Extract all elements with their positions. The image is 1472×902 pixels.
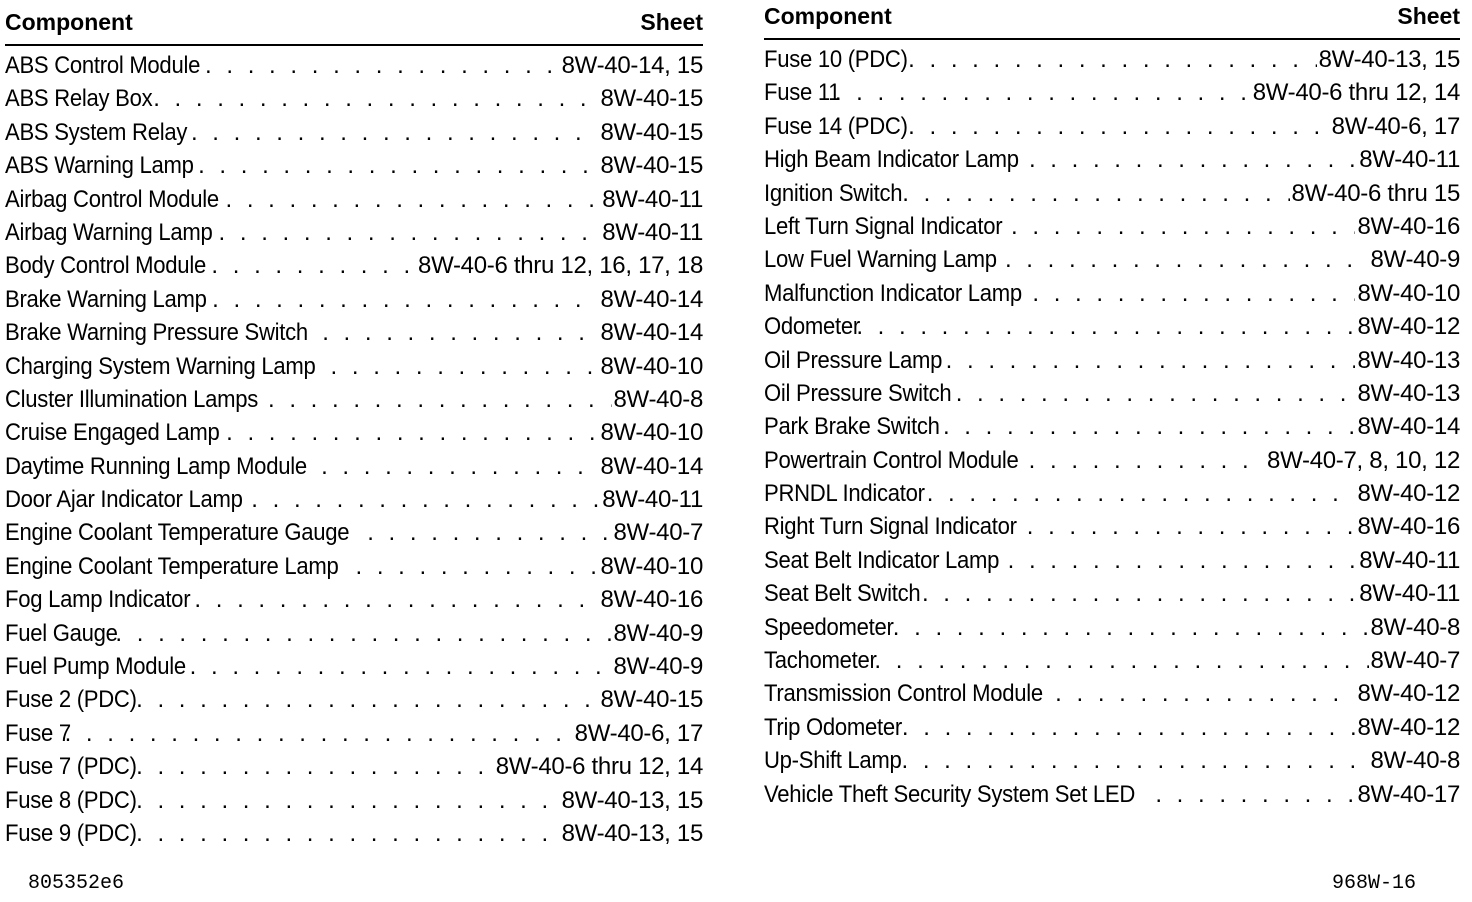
component-name: Vehicle Theft Security System Set LED: [764, 780, 1136, 808]
component-heading: Component: [764, 3, 892, 29]
sheet-reference: 8W-40-17: [1357, 780, 1460, 808]
index-row: [5, 787, 703, 820]
right-column-header: [764, 0, 1460, 40]
sheet-reference: 8W-40-14, 15: [561, 52, 703, 79]
sheet-reference: 8W-40-13: [1357, 346, 1460, 374]
dot-leader: [219, 219, 601, 247]
component-name: Right Turn Signal Indicator: [764, 513, 1017, 541]
component-name: Fuse 10 (PDC): [764, 46, 908, 73]
index-row: [5, 519, 703, 552]
dot-leader: [226, 419, 598, 447]
index-row: [764, 46, 1460, 79]
index-row: [764, 714, 1460, 747]
sheet-reference: 8W-40-6 thru 12, 14: [495, 753, 703, 781]
sheet-reference: 8W-40-12: [1357, 680, 1460, 708]
sheet-reference: 8W-40-11: [1359, 546, 1460, 574]
index-row: [5, 186, 703, 219]
sheet-reference: 8W-40-11: [602, 486, 703, 514]
sheet-reference: 8W-40-13: [1357, 379, 1460, 407]
sheet-reference: 8W-40-15: [600, 85, 703, 113]
sheet-reference: 8W-40-10: [600, 352, 703, 380]
dot-leader: [251, 486, 600, 514]
dot-leader: [191, 119, 599, 147]
index-row: [5, 85, 703, 118]
dot-leader: [1055, 680, 1355, 708]
component-name: Speedometer: [764, 613, 894, 641]
dot-leader: [902, 180, 1289, 208]
index-row: [5, 286, 703, 319]
index-row: [5, 753, 703, 786]
dot-leader: [65, 720, 573, 748]
component-name: Fuse 8 (PDC): [5, 786, 137, 814]
sheet-reference: 8W-40-10: [600, 419, 703, 447]
dot-leader: [322, 319, 598, 347]
left-column-header: [5, 0, 703, 46]
sheet-reference: 8W-40-11: [1359, 146, 1460, 174]
index-row: [764, 647, 1460, 680]
sheet-reference: 8W-40-8: [1370, 747, 1460, 775]
index-row: [764, 113, 1460, 146]
dot-leader: [1155, 781, 1355, 809]
dot-leader: [1029, 146, 1357, 174]
component-name: Brake Warning Pressure Switch: [5, 319, 308, 347]
component-name: Body Control Module: [5, 252, 206, 280]
sheet-reference: 8W-40-14: [600, 319, 703, 347]
dot-leader: [212, 286, 598, 314]
component-name: Fuse 7 (PDC): [5, 753, 137, 781]
dot-leader: [211, 252, 416, 280]
component-name: Airbag Warning Lamp: [5, 218, 213, 246]
sheet-reference: 8W-40-8: [613, 385, 703, 413]
sheet-reference: 8W-40-14: [1357, 413, 1460, 441]
component-name: Fuse 7: [5, 719, 71, 747]
sheet-heading: Sheet: [1397, 3, 1460, 29]
component-name: PRNDL Indicator: [764, 480, 925, 508]
dot-leader: [835, 79, 1251, 107]
index-row: [764, 513, 1460, 546]
component-name: Trip Odometer: [764, 713, 902, 741]
dot-leader: [1011, 213, 1355, 241]
dot-leader: [268, 386, 612, 414]
sheet-reference: 8W-40-12: [1357, 713, 1460, 741]
sheet-reference: 8W-40-12: [1357, 313, 1460, 341]
index-row: [764, 413, 1460, 446]
component-name: Park Brake Switch: [764, 413, 940, 441]
component-name: Oil Pressure Lamp: [764, 346, 943, 374]
dot-leader: [194, 586, 598, 614]
sheet-reference: 8W-40-6 thru 15: [1291, 179, 1460, 207]
dot-leader: [946, 347, 1356, 375]
component-name: Oil Pressure Switch: [764, 379, 952, 407]
dot-leader: [874, 647, 1368, 675]
sheet-reference: 8W-40-14: [600, 285, 703, 313]
sheet-reference: 8W-40-9: [613, 653, 703, 681]
sheet-reference: 8W-40-15: [600, 118, 703, 146]
dot-leader: [136, 686, 598, 714]
index-row: [5, 152, 703, 185]
component-name: Airbag Control Module: [5, 185, 219, 213]
index-row: [5, 319, 703, 352]
component-name: Daytime Running Lamp Module: [5, 452, 307, 480]
footer-left-code: 805352e6: [28, 872, 125, 895]
dot-leader: [1029, 447, 1265, 475]
index-row: [764, 79, 1460, 112]
dot-leader: [136, 820, 560, 848]
sheet-reference: 8W-40-10: [1357, 279, 1460, 307]
dot-leader: [927, 480, 1356, 508]
sheet-reference: 8W-40-8: [1370, 613, 1460, 641]
index-row: [764, 213, 1460, 246]
sheet-reference: 8W-40-11: [602, 185, 703, 213]
component-name: High Beam Indicator Lamp: [764, 146, 1019, 174]
component-name: Powertrain Control Module: [764, 446, 1019, 474]
component-name: Fuel Pump Module: [5, 653, 186, 681]
dot-leader: [902, 714, 1356, 742]
component-name: Odometer: [764, 313, 860, 341]
component-name: Seat Belt Indicator Lamp: [764, 546, 1000, 574]
component-name: Cluster Illumination Lamps: [5, 385, 258, 413]
index-row: [5, 686, 703, 719]
sheet-reference: 8W-40-15: [600, 686, 703, 714]
component-name: Transmission Control Module: [764, 680, 1043, 708]
component-name: Fuse 2 (PDC): [5, 686, 137, 714]
dot-leader: [153, 85, 598, 113]
component-name: Fuel Gauge: [5, 619, 118, 647]
dot-leader: [1027, 513, 1356, 541]
index-row: [5, 720, 703, 753]
sheet-reference: 8W-40-16: [1357, 513, 1460, 541]
index-row: [764, 680, 1460, 713]
component-name: Fuse 14 (PDC): [764, 112, 908, 140]
sheet-reference: 8W-40-11: [602, 218, 703, 246]
component-name: Cruise Engaged Lamp: [5, 419, 220, 447]
sheet-reference: 8W-40-6 thru 12, 16, 17, 18: [418, 252, 703, 280]
component-name: Malfunction Indicator Lamp: [764, 279, 1022, 307]
component-name: Ignition Switch: [764, 179, 903, 207]
left-row-list: [5, 52, 703, 853]
index-row: [5, 553, 703, 586]
sheet-reference: 8W-40-14: [600, 452, 703, 480]
dot-leader: [136, 753, 494, 781]
left-column: [5, 0, 703, 853]
dot-leader: [943, 413, 1355, 441]
dot-leader: [922, 580, 1357, 608]
component-name: Fog Lamp Indicator: [5, 586, 191, 614]
dot-leader: [908, 46, 1316, 74]
index-row: [5, 653, 703, 686]
component-name: Door Ajar Indicator Lamp: [5, 486, 243, 514]
index-row: [764, 747, 1460, 780]
index-row: [764, 180, 1460, 213]
sheet-heading: Sheet: [640, 9, 703, 35]
sheet-reference: 8W-40-7: [613, 519, 703, 547]
component-name: Up-Shift Lamp: [764, 747, 902, 775]
component-name: Engine Coolant Temperature Lamp: [5, 552, 339, 580]
index-row: [764, 547, 1460, 580]
sheet-reference: 8W-40-6, 17: [1331, 112, 1460, 140]
dot-leader: [893, 614, 1369, 642]
component-name: Fuse 9 (PDC): [5, 819, 137, 847]
dot-leader: [1032, 280, 1355, 308]
index-row: [764, 614, 1460, 647]
index-row: [764, 347, 1460, 380]
dot-leader: [115, 620, 611, 648]
index-row: [5, 586, 703, 619]
dot-leader: [1008, 547, 1358, 575]
component-name: Fuse 11: [764, 79, 841, 107]
dot-leader: [902, 747, 1369, 775]
index-row: [5, 486, 703, 519]
component-name: ABS Relay Box: [5, 85, 153, 113]
component-name: ABS Warning Lamp: [5, 152, 194, 180]
component-name: Low Fuel Warning Lamp: [764, 246, 997, 274]
sheet-reference: 8W-40-16: [1357, 212, 1460, 240]
index-row: [5, 219, 703, 252]
dot-leader: [321, 453, 598, 481]
index-row: [5, 119, 703, 152]
index-row: [764, 313, 1460, 346]
sheet-reference: 8W-40-6, 17: [574, 719, 703, 747]
index-row: [764, 480, 1460, 513]
index-row: [5, 620, 703, 653]
sheet-reference: 8W-40-11: [1359, 580, 1460, 608]
index-row: [764, 447, 1460, 480]
component-name: ABS Control Module: [5, 52, 201, 79]
index-row: [764, 781, 1460, 814]
dot-leader: [956, 380, 1356, 408]
index-row: [5, 820, 703, 853]
component-name: Engine Coolant Temperature Gauge: [5, 519, 350, 547]
sheet-reference: 8W-40-9: [613, 619, 703, 647]
index-row: [764, 146, 1460, 179]
index-row: [764, 580, 1460, 613]
sheet-reference: 8W-40-12: [1357, 480, 1460, 508]
component-name: Brake Warning Lamp: [5, 285, 207, 313]
sheet-reference: 8W-40-13, 15: [561, 786, 703, 814]
component-name: Charging System Warning Lamp: [5, 352, 316, 380]
index-row: [5, 386, 703, 419]
index-row: [764, 280, 1460, 313]
dot-leader: [205, 52, 560, 80]
right-row-list: [764, 46, 1460, 814]
footer-right-code: 968W-16: [1332, 872, 1417, 895]
dot-leader: [331, 353, 599, 381]
dot-leader: [1005, 246, 1369, 274]
index-row: [5, 419, 703, 452]
sheet-reference: 8W-40-6 thru 12, 14: [1252, 79, 1460, 107]
component-name: Left Turn Signal Indicator: [764, 212, 1003, 240]
dot-leader: [198, 152, 598, 180]
dot-leader: [856, 313, 1355, 341]
dot-leader: [356, 553, 599, 581]
sheet-reference: 8W-40-13, 15: [1318, 46, 1460, 73]
component-name: Seat Belt Switch: [764, 580, 921, 608]
sheet-reference: 8W-40-16: [600, 586, 703, 614]
sheet-reference: 8W-40-13, 15: [561, 819, 703, 847]
dot-leader: [136, 787, 560, 815]
dot-leader: [367, 519, 611, 547]
index-row: [764, 380, 1460, 413]
index-row: [5, 353, 703, 386]
sheet-reference: 8W-40-7: [1370, 647, 1460, 675]
component-name: ABS System Relay: [5, 118, 188, 146]
sheet-reference: 8W-40-15: [600, 152, 703, 180]
right-column: [764, 0, 1460, 814]
dot-leader: [226, 186, 601, 214]
dot-leader: [908, 113, 1330, 141]
sheet-reference: 8W-40-7, 8, 10, 12: [1267, 446, 1460, 474]
index-row: [764, 246, 1460, 279]
index-row: [5, 252, 703, 285]
sheet-reference: 8W-40-10: [600, 552, 703, 580]
component-name: Tachometer: [764, 647, 877, 675]
component-heading: Component: [5, 9, 133, 35]
dot-leader: [190, 653, 612, 681]
index-row: [5, 453, 703, 486]
index-row: [5, 52, 703, 85]
sheet-reference: 8W-40-9: [1370, 246, 1460, 274]
